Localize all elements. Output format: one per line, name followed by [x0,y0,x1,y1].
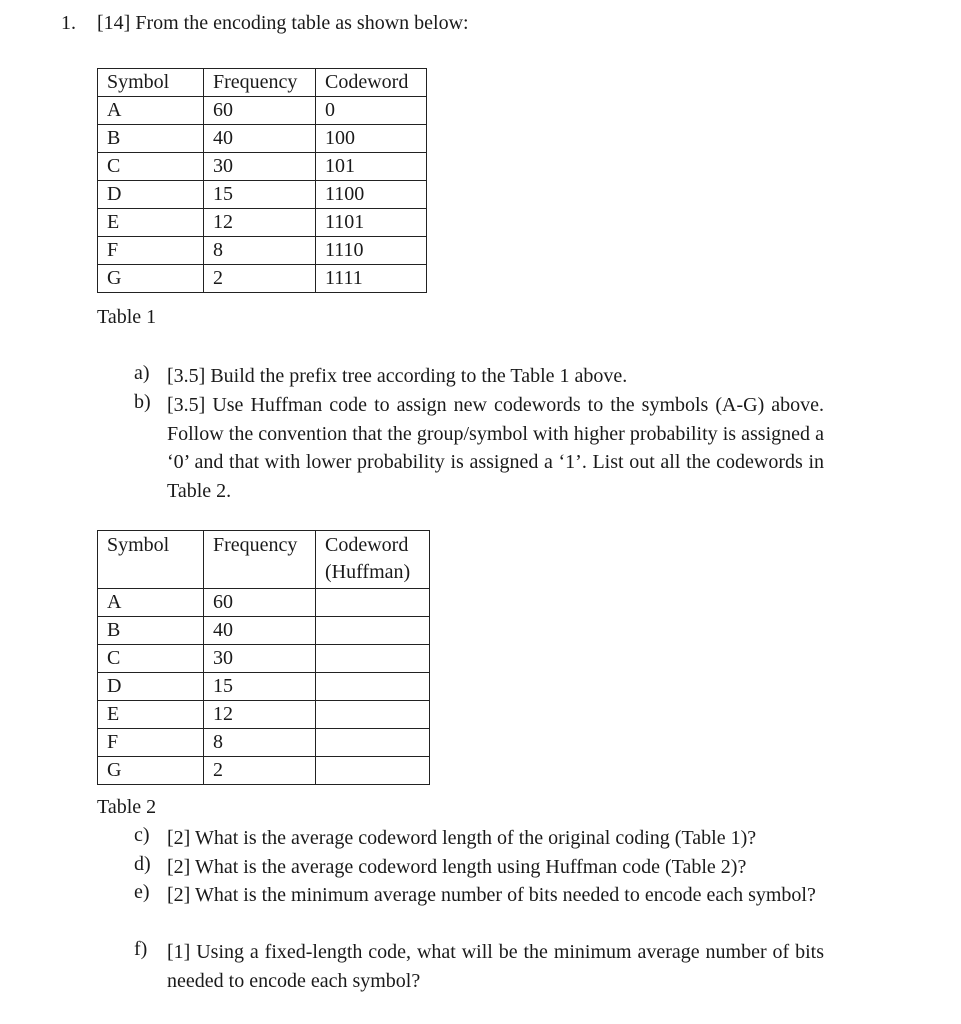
cell-codeword-blank [316,701,430,729]
cell-symbol: G [98,265,204,293]
cell-frequency: 30 [204,645,316,673]
part-text: [2] What is the average codeword length of the original coding (Table 1)? [167,827,757,849]
table-row [98,181,427,209]
cell-symbol: E [98,701,204,729]
part-label: b) [134,391,151,413]
header-codeword-line1: Codeword [325,534,409,556]
cell-codeword-blank [316,673,430,701]
cell-symbol: A [98,589,204,617]
question-number: 1. [61,12,76,34]
table-header-row [98,69,427,97]
cell-symbol: C [98,153,204,181]
cell-frequency: 60 [204,97,316,125]
table-row [98,645,430,673]
table-row [98,589,430,617]
encoding-table-1 [97,68,427,293]
part-text: [2] What is the average codeword length using Huffman code (Table 2)? [167,856,747,878]
part-text: [3.5] Build the prefix tree according to the Table 1 above. [167,365,628,387]
cell-codeword: 100 [316,125,427,153]
cell-symbol: B [98,617,204,645]
cell-codeword-blank [316,617,430,645]
cell-frequency: 60 [204,589,316,617]
header-symbol: Symbol [98,69,204,97]
part-text: [3.5] Use Huffman code to assign new codewords to the symbols (A-G) above. Follow the convention that the group/symbol with higher probability is assigned a ‘0’ and that with lower probability is assigned a ‘1’. List out all the codewords in Table 2. [167,394,824,502]
table-row [98,617,430,645]
cell-frequency: 40 [204,617,316,645]
table-row [98,701,430,729]
cell-symbol: G [98,757,204,785]
cell-frequency: 30 [204,153,316,181]
table-header-row [98,531,430,589]
cell-symbol: E [98,209,204,237]
table-2-caption: Table 2 [97,796,157,818]
cell-frequency: 12 [204,701,316,729]
header-frequency: Frequency [204,531,316,589]
cell-codeword-blank [316,589,430,617]
part-text: [1] Using a fixed-length code, what will be the minimum average number of bits needed to encode each symbol? [167,941,824,992]
cell-codeword-blank [316,729,430,757]
table-row [98,237,427,265]
table-row [98,125,427,153]
cell-frequency: 12 [204,209,316,237]
cell-codeword: 1111 [316,265,427,293]
cell-frequency: 8 [204,729,316,757]
cell-symbol: F [98,729,204,757]
header-frequency: Frequency [204,69,316,97]
table-row [98,153,427,181]
cell-codeword: 101 [316,153,427,181]
cell-symbol: B [98,125,204,153]
question-text: [14] From the encoding table as shown below: [97,12,469,34]
part-label: e) [134,881,150,903]
table-row [98,729,430,757]
part-text: [2] What is the minimum average number of bits needed to encode each symbol? [167,884,816,906]
part-label: c) [134,824,150,846]
cell-symbol: F [98,237,204,265]
table-row [98,757,430,785]
cell-frequency: 2 [204,265,316,293]
cell-frequency: 15 [204,673,316,701]
table-row [98,265,427,293]
cell-symbol: C [98,645,204,673]
cell-symbol: D [98,181,204,209]
cell-frequency: 8 [204,237,316,265]
huffman-table-2 [97,530,430,785]
cell-symbol: A [98,97,204,125]
cell-symbol: D [98,673,204,701]
part-label: f) [134,938,148,960]
cell-frequency: 40 [204,125,316,153]
cell-frequency: 15 [204,181,316,209]
cell-codeword: 1100 [316,181,427,209]
table-row [98,673,430,701]
table-row [98,97,427,125]
cell-codeword: 0 [316,97,427,125]
cell-codeword: 1101 [316,209,427,237]
cell-codeword-blank [316,645,430,673]
table-row [98,209,427,237]
table-1-caption: Table 1 [97,306,157,328]
cell-codeword: 1110 [316,237,427,265]
part-label: a) [134,362,150,384]
header-codeword: Codeword [316,69,427,97]
header-codeword-line2: (Huffman) [325,561,411,583]
header-codeword [316,531,430,589]
cell-codeword-blank [316,757,430,785]
part-label: d) [134,853,151,875]
header-symbol: Symbol [98,531,204,589]
cell-frequency: 2 [204,757,316,785]
